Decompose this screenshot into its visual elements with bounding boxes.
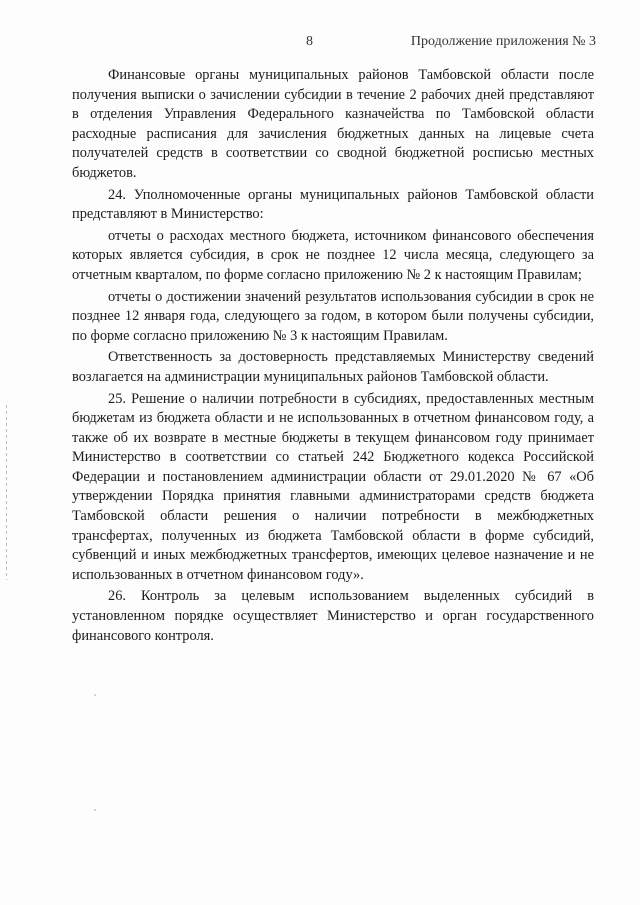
paragraph-26: 26. Контроль за целевым использованием выделенных субсидий в установленном порядке осуществляет Министерство и орган государственного финансового контроля. bbox=[72, 588, 594, 644]
scan-dot bbox=[94, 694, 96, 696]
scan-dot bbox=[94, 809, 96, 811]
paragraph-expense-reports: отчеты о расходах местного бюджета, источником финансового обеспечения которых является субсидия, в срок не позднее 12 числа месяца, следующего за отчетным кварталом, по форме согласно приложению № 2 к настоящим Правилам; bbox=[72, 227, 594, 283]
document-body bbox=[72, 66, 594, 646]
paragraph-financial-bodies: Финансовые органы муниципальных районов Тамбовской области после получения выписки о зачислении субсидии в течение 2 рабочих дней представляют в отделения Управления Федерального казначейства по Тамбовской области расходные расписания для зачисления бюджетных данных на лицевые счета получателей средств в соответствии со сводной бюджетной росписью местных бюджетов. bbox=[72, 67, 594, 181]
paragraph-results-reports: отчеты о достижении значений результатов использования субсидии в срок не позднее 12 января года, следующего за годом, в котором были получены субсидии, по форме согласно приложению № 3 к настоящим Правилам. bbox=[72, 288, 594, 344]
paragraph-25: 25. Решение о наличии потребности в субсидиях, предоставленных местным бюджетам из бюджета области и не использованных в отчетном финансовом году, а также об их возврате в местные бюджеты в текущем финансовом году принимает Министерство в соответствии со статьей 242 Бюджетного кодекса Российской Федерации и постановлением администрации области от 29.01.2020 № 67 «Об утверждении Порядка принятия главными администраторами средств бюджета Тамбовской области решения о наличии потребности в межбюджетных трансфертах, полученных из бюджета Тамбовской области в форме субсидий, субвенций и иных межбюджетных трансфертов, имеющих целевое назначение и не использованных в отчетном финансовом году». bbox=[72, 390, 594, 583]
page-number: 8 bbox=[306, 34, 313, 49]
paragraph-responsibility: Ответственность за достоверность представляемых Министерству сведений возлагается на администрации муниципальных районов Тамбовской области. bbox=[72, 349, 594, 385]
paragraph-24: 24. Уполномоченные органы муниципальных районов Тамбовской области представляют в Министерство: bbox=[72, 186, 594, 223]
scan-edge-mark bbox=[6, 405, 7, 580]
running-header: Продолжение приложения № 3 bbox=[410, 34, 596, 49]
